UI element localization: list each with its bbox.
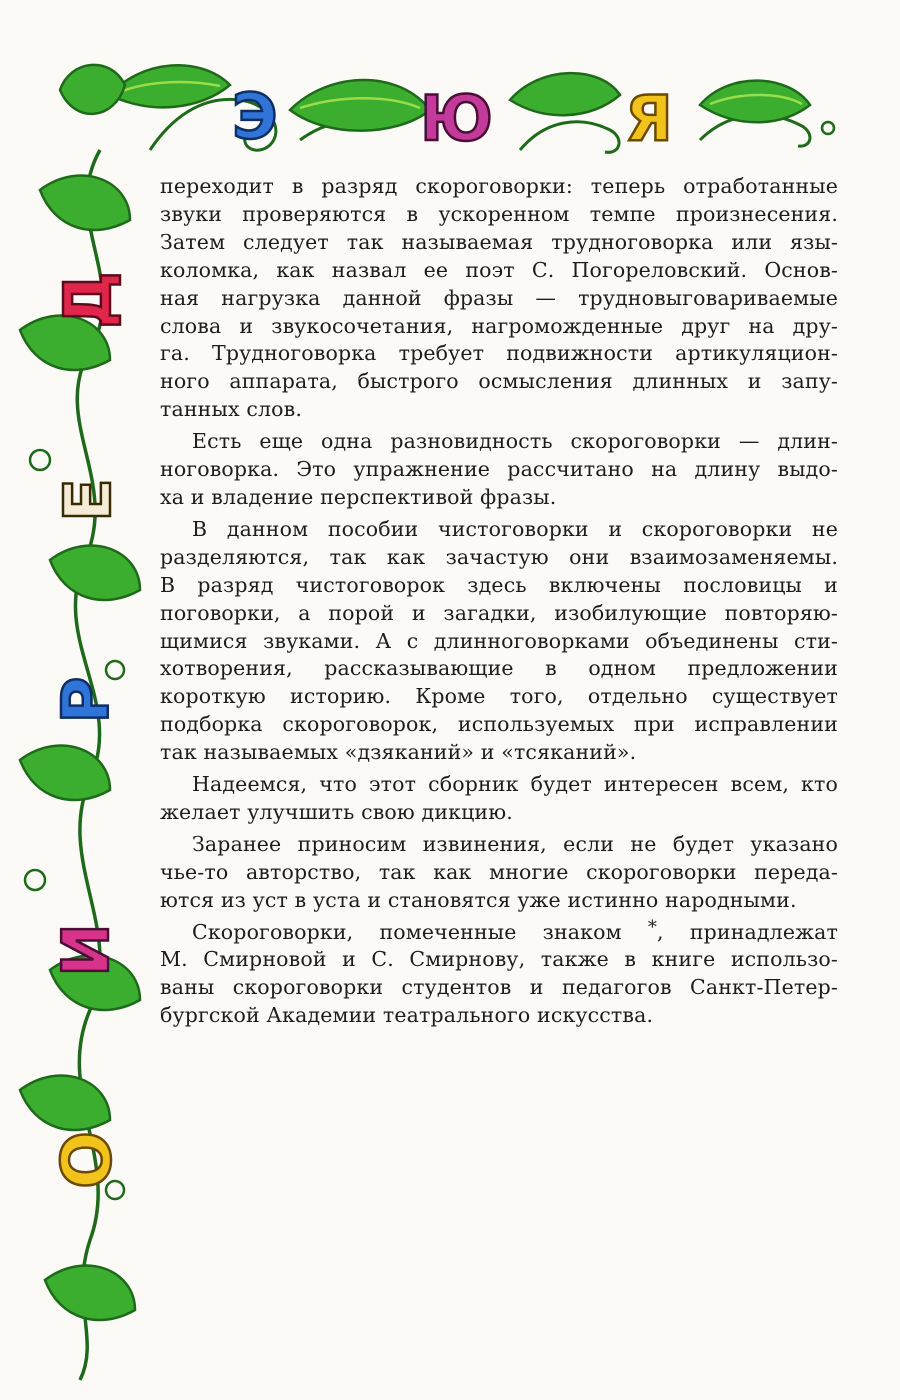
text-line: желает улучшить свою дикцию. bbox=[160, 799, 513, 824]
ornament-letter-r-icon: Р bbox=[50, 676, 124, 724]
text-line: ноговорка. Это упражнение рассчитано на длину выдо- bbox=[160, 457, 838, 482]
text-line: разделяются, так как зачастую они взаимозаменяемы. bbox=[160, 544, 838, 569]
ornament-letter-ya-icon: Я bbox=[625, 82, 673, 155]
left-ornament-border bbox=[0, 0, 150, 1400]
text-line: коломка, как назвал ее поэт С. Погореловский. Основ- bbox=[160, 257, 838, 282]
text-line: В данном пособии чистоговорки и скороговорки не bbox=[192, 516, 838, 541]
text-line: М. Смирновой и С. Смирнову, также в книге использо- bbox=[160, 947, 838, 972]
text-line: В разряд чистоговорок здесь включены пословицы и bbox=[160, 572, 838, 597]
vine-curl-icon bbox=[106, 661, 124, 679]
text-line: ваны скороговорки студентов и педагогов Санкт-Петер- bbox=[160, 975, 838, 1000]
ornament-letter-e-icon: Э bbox=[232, 80, 278, 153]
text-line-with-asterisk bbox=[160, 916, 838, 947]
text-line: ного аппарата, быстрого осмысления длинных и запу- bbox=[160, 369, 838, 394]
text-line: Заранее приносим извинения, если не будет указано bbox=[192, 831, 838, 856]
ornament-letter-e-icon: Е bbox=[52, 478, 126, 522]
ornament-letter-o-icon: О bbox=[48, 1131, 127, 1189]
vine-curl-icon bbox=[25, 870, 45, 890]
ornament-letter-d-icon: Д bbox=[52, 271, 126, 329]
text-line: щимися звуками. А с длинноговорками объединены сти- bbox=[160, 628, 838, 653]
left-ornament-svg bbox=[0, 0, 150, 1400]
text-line: поговорки, а порой и загадки, изобилующие повторяю- bbox=[160, 600, 838, 625]
leaf-icon bbox=[510, 73, 620, 115]
text-line: ная нагрузка данной фразы — трудновыговариваемые bbox=[160, 285, 838, 310]
text-fragment: , принадлежат bbox=[657, 919, 838, 944]
text-line: подборка скороговорок, используемых при исправлении bbox=[160, 712, 838, 737]
text-line: бургской Академии театрального искусства. bbox=[160, 1003, 654, 1028]
paragraph-5 bbox=[160, 831, 838, 915]
text-line: ются из уст в уста и становятся уже истинно народными. bbox=[160, 887, 797, 912]
text-line: так называемых «дзяканий» и «тсяканий». bbox=[160, 740, 637, 765]
ornament-letter-i-icon: И bbox=[50, 923, 124, 977]
text-line: хотворения, рассказывающие в одном предложении bbox=[160, 656, 838, 681]
leaf-icon bbox=[50, 546, 140, 600]
text-line: слова и звукосочетания, нагроможденные друг на дру- bbox=[160, 313, 838, 338]
asterisk-mark: * bbox=[647, 916, 658, 938]
ornament-letter-yu-icon: Ю bbox=[420, 82, 493, 155]
paragraph-3 bbox=[160, 516, 838, 767]
leaf-icon bbox=[45, 1266, 135, 1320]
paragraph-6 bbox=[160, 916, 838, 1031]
text-line: ха и владение перспективой фразы. bbox=[160, 484, 557, 509]
text-fragment: Скороговорки, помеченные знаком bbox=[192, 919, 648, 944]
vine-curl-icon bbox=[30, 450, 50, 470]
leaf-icon bbox=[20, 1076, 110, 1130]
leaf-icon bbox=[60, 65, 125, 114]
text-line: Надеемся, что этот сборник будет интересен всем, кто bbox=[192, 772, 838, 797]
text-line: чье-то авторство, так как многие скороговорки переда- bbox=[160, 859, 838, 884]
text-line: короткую историю. Кроме того, отдельно существует bbox=[160, 684, 838, 709]
text-line: Есть еще одна разновидность скороговорки — длин- bbox=[192, 429, 838, 454]
paragraph-2 bbox=[160, 428, 838, 512]
text-line: танных слов. bbox=[160, 397, 302, 422]
text-line: га. Трудноговорка требует подвижности артикуляцион- bbox=[160, 341, 838, 366]
body-text bbox=[160, 173, 838, 1034]
text-line: переходит в разряд скороговорки: теперь отработанные bbox=[160, 174, 838, 198]
paragraph-1 bbox=[160, 173, 838, 424]
leaf-icon bbox=[40, 176, 130, 230]
text-line: Затем следует так называемая трудноговорка или язы- bbox=[160, 229, 838, 254]
paragraph-4 bbox=[160, 771, 838, 827]
text-line: звуки проверяются в ускоренном темпе произнесения. bbox=[160, 201, 838, 226]
vine-curl-icon bbox=[520, 122, 619, 153]
vine-curl-icon bbox=[822, 122, 834, 134]
